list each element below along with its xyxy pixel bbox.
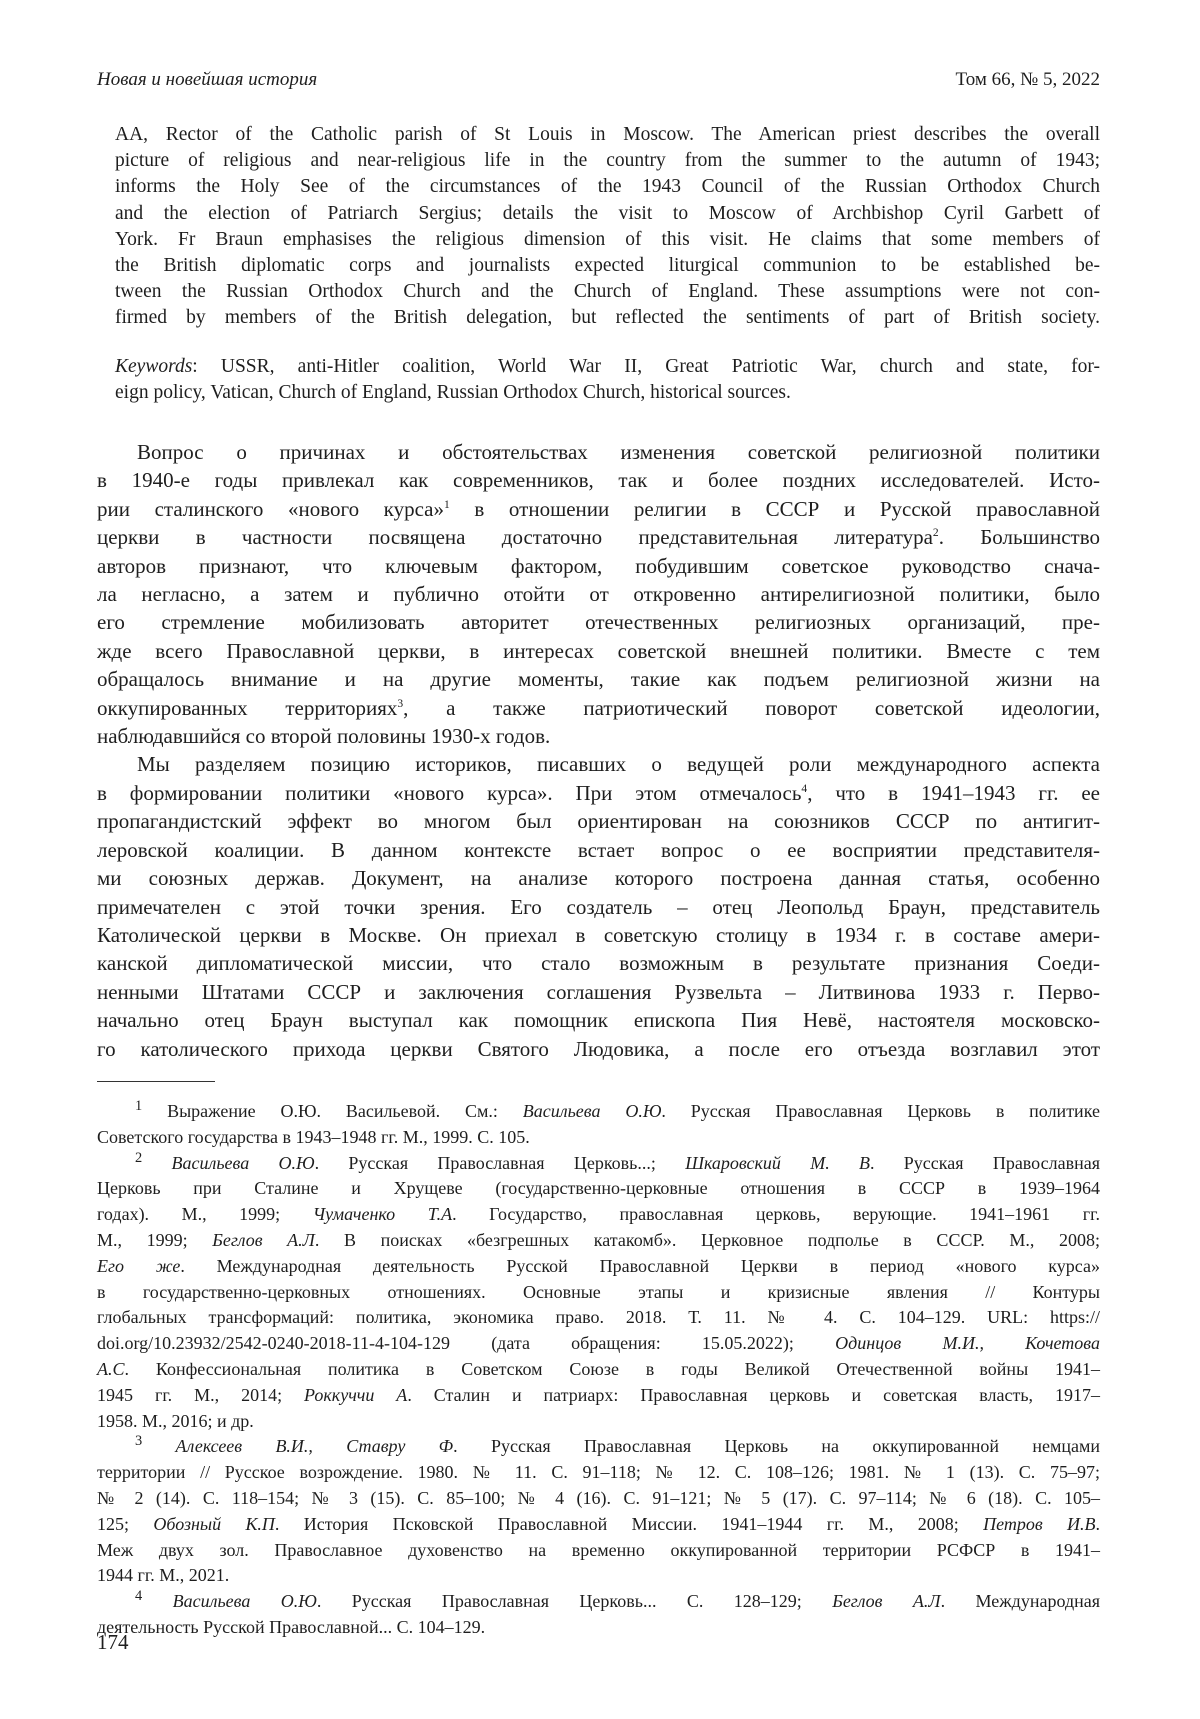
text-run: М., 1999; — [97, 1229, 213, 1250]
body-line — [97, 836, 1100, 864]
text-run: примечателен с этой точки зрения. Его создатель – отец Леопольд Браун, представитель — [97, 894, 1100, 919]
footnote-ref: 1 — [444, 498, 450, 511]
text-run: Чумаченко Т.А — [312, 1204, 453, 1225]
text-run — [142, 1153, 171, 1173]
text-run: в государственно-церковных отношениях. Основные этапы и кризисные явления // Контуры — [97, 1281, 1100, 1302]
text-run: . Русская Православная Церковь...; — [314, 1152, 686, 1173]
text-run: жде всего Православной церкви, в интересах советской внешней политики. Вместе с тем — [97, 638, 1100, 663]
text-run: 1958. М., 2016; и др. — [97, 1410, 254, 1431]
text-run: годах). М., 1999; — [97, 1204, 313, 1225]
text-run — [142, 1591, 172, 1611]
text-run: Мы разделяем позицию историков, писавших о ведущей роли международного аспекта — [137, 752, 1100, 777]
footnotes-line — [97, 1538, 1100, 1564]
text-run: Выражение О.Ю. Васильевой. См.: — [142, 1101, 523, 1121]
footnotes-line — [97, 1099, 1100, 1125]
text-run: в отношении религии в СССР и Русской православной — [449, 496, 1100, 521]
text-run: церкви в частности посвящена достаточно представительная литература — [97, 525, 933, 550]
text-run: tween the Russian Orthodox Church and the Church of England. These assumptions were not con- — [115, 281, 1100, 303]
footnotes-line — [97, 1254, 1100, 1280]
text-run: Васильева О.Ю — [171, 1152, 315, 1173]
text-run: леровской коалиции. В данном контексте встает вопрос о ее восприятии представителя- — [97, 837, 1100, 862]
text-run: . — [1095, 1513, 1101, 1534]
body-line — [97, 466, 1100, 494]
text-run: пропагандистский эффект во многом был ориентирован на союзников СССР по антигит- — [97, 809, 1100, 834]
footnote-separator — [97, 1081, 215, 1082]
body-line — [97, 921, 1100, 949]
text-run: . Русская Православная — [870, 1152, 1100, 1173]
text-run: Роккуччи А — [304, 1384, 408, 1405]
abstract — [115, 122, 1100, 332]
text-run: территории // Русское возрождение. 1980. № 11. С. 91–118; № 12. С. 108–126; 1981. № 1 (13). С. 75–97; — [97, 1462, 1100, 1483]
abstract-line — [115, 279, 1100, 305]
body-line — [97, 495, 1100, 523]
text-run: . Международная деятельность Русской Православной Церкви в период «нового курса» — [180, 1255, 1100, 1276]
text-run: picture of religious and near-religious life in the country from the summer to the autumn of 1943; — [115, 150, 1100, 172]
text-run: York. Fr Braun emphasises the religious dimension of this visit. He claims that some members of — [115, 228, 1100, 250]
text-run: Католической церкви в Москве. Он приехал в советскую столицу в 1934 г. в составе амери- — [97, 922, 1100, 947]
text-run: 125; — [97, 1513, 154, 1534]
body-line — [97, 1006, 1100, 1034]
text-run: ми союзных держав. Документ, на анализе которого построена данная статья, особенно — [97, 866, 1100, 891]
footnotes-line — [97, 1305, 1100, 1331]
text-run: the British diplomatic corps and journalists expected liturgical communion to be established be- — [115, 255, 1100, 277]
issue-info: Том 66, № 5, 2022 — [955, 69, 1100, 90]
text-run: Церковь при Сталине и Хрущеве (государственно-церковные отношения в СССР в 1939–1964 — [97, 1178, 1100, 1199]
abstract-line — [115, 148, 1100, 174]
text-run: informs the Holy See of the circumstances of the 1943 Council of the Russian Orthodox Church — [115, 176, 1100, 198]
footnotes-line — [97, 1357, 1100, 1383]
text-run: . В поисках «безгрешных катакомб». Церковное подполье в СССР. М., 2008; — [314, 1229, 1100, 1250]
text-run: наблюдавшийся со второй половины 1930-х годов. — [97, 724, 551, 749]
body-line — [97, 864, 1100, 892]
footnote-ref: 3 — [397, 697, 404, 710]
text-run: eign policy, Vatican, Church of England, Russian Orthodox Church, historical sources. — [115, 382, 791, 404]
footnotes-line — [97, 1486, 1100, 1512]
footnotes-line — [97, 1615, 1100, 1641]
text-run: AA, Rector of the Catholic parish of St Louis in Moscow. The American priest describes the overall — [115, 124, 1100, 145]
text-run: 1945 гг. М., 2014; — [97, 1384, 305, 1405]
footnotes-line — [97, 1589, 1100, 1615]
footnotes-line — [97, 1434, 1100, 1460]
body-line — [97, 637, 1100, 665]
text-run — [142, 1436, 175, 1456]
text-run: Вопрос о причинах и обстоятельствах изменения советской религиозной политики — [137, 440, 1100, 464]
text-run: . История Псковской Православной Миссии. 1941–1944 гг. М., 2008; — [274, 1513, 984, 1534]
text-run: начально отец Браун выступал как помощник епископа Пия Невё, настоятеля московско- — [97, 1008, 1100, 1033]
text-run: . Русская Православная Церковь в политике — [661, 1101, 1100, 1121]
footnotes-line — [97, 1331, 1100, 1357]
text-run: Keywords — [115, 356, 193, 377]
footnote-ref: 3 — [135, 1433, 143, 1450]
footnote-ref: 4 — [801, 782, 808, 795]
body-line — [97, 722, 1100, 750]
text-run: . Русская Православная Церковь на оккупированной немцами — [453, 1436, 1100, 1457]
footnotes-line — [97, 1460, 1100, 1486]
text-run: : USSR, anti-Hitler coalition, World War II, Great Patriotic War, church and state, for- — [192, 356, 1100, 377]
keywords-line — [115, 354, 1100, 380]
text-run: 1944 гг. М., 2021. — [97, 1565, 230, 1586]
abstract-line — [115, 227, 1100, 253]
text-run: рии сталинского «нового курса» — [97, 496, 444, 521]
text-run: обращалось внимание и на другие моменты, такие как подъем религиозной жизни на — [97, 667, 1100, 692]
text-run: . Конфессиональная политика в Советском Союзе в годы Великой Отечественной войны 1941– — [124, 1358, 1100, 1379]
footnotes-line — [97, 1228, 1100, 1254]
footnotes-line — [97, 1409, 1100, 1435]
footnote-ref: 4 — [135, 1587, 143, 1604]
footnotes — [97, 1099, 1100, 1641]
body-line — [97, 694, 1100, 722]
body-line — [97, 1035, 1100, 1063]
text-run: № 2 (14). С. 118–154; № 3 (15). С. 85–100; № 4 (16). С. 91–121; № 5 (17). С. 97–114; № 6 (18). С. 105– — [97, 1487, 1100, 1508]
text-run: канской дипломатической миссии, что стало возможным в результате признания Соеди- — [97, 951, 1100, 976]
body-line — [97, 893, 1100, 921]
text-run: , что в 1941–1943 гг. ее — [807, 780, 1100, 805]
text-run: А.С — [97, 1358, 125, 1379]
text-run: , а также патриотический поворот советской идеологии, — [403, 695, 1100, 720]
page-number: 174 — [97, 1630, 129, 1654]
body-line — [97, 438, 1100, 466]
text-run: деятельность Русской Православной... С. 104–129. — [97, 1616, 486, 1637]
text-run: . Государство, православная церковь, верующие. 1941–1961 гг. — [452, 1204, 1100, 1225]
text-run: Шкаровский М. В — [685, 1152, 870, 1173]
text-run: оккупированных территориях — [97, 695, 398, 720]
footnotes-line — [97, 1383, 1100, 1409]
text-run: Беглов А.Л — [832, 1591, 941, 1612]
text-run: Васильева О.Ю — [522, 1101, 662, 1121]
footnotes-line — [97, 1176, 1100, 1202]
text-run: . Сталин и патриарх: Православная церковь и советская власть, 1917– — [407, 1384, 1101, 1405]
text-run: Советского государства в 1943–1948 гг. М., 1999. С. 105. — [97, 1126, 530, 1147]
text-run: его стремление мобилизовать авторитет отечественных религиозных организаций, пре- — [97, 610, 1100, 635]
body-line — [97, 580, 1100, 608]
footnotes-line — [97, 1125, 1100, 1151]
text-run: Беглов А.Л — [212, 1229, 315, 1250]
footnotes-line — [97, 1202, 1100, 1228]
text-run: . Международная — [940, 1591, 1100, 1612]
body-line — [97, 608, 1100, 636]
text-run: Одинцов М.И., Кочетова — [835, 1333, 1100, 1354]
body-line — [97, 665, 1100, 693]
footnotes-line — [97, 1512, 1100, 1538]
abstract-line — [115, 122, 1100, 148]
text-run: Петров И.В — [983, 1513, 1096, 1534]
keywords-line — [115, 380, 1100, 406]
text-run: . Русская Православная Церковь... С. 128–129; — [316, 1591, 833, 1612]
text-run: Его же — [97, 1255, 181, 1276]
text-run: го католического прихода церкви Святого Людовика, а после его отъезда возглавил этот — [97, 1036, 1100, 1061]
text-run: Меж двух зол. Православное духовенство на временно оккупированной территории РСФСР в 1941– — [97, 1539, 1100, 1560]
body-line — [97, 552, 1100, 580]
text-run: . Большинство — [938, 525, 1100, 550]
text-run: глобальных трансформаций: политика, экономика право. 2018. Т. 11. № 4. С. 104–129. URL: https:// — [97, 1307, 1100, 1328]
body-text — [97, 438, 1100, 1063]
body-line — [97, 779, 1100, 807]
journal-title: Новая и новейшая история — [97, 69, 318, 90]
footnote-ref: 2 — [135, 1149, 143, 1166]
body-line — [97, 750, 1100, 778]
text-run: firmed by members of the British delegation, but reflected the sentiments of part of British society. — [115, 307, 1100, 329]
text-run: Васильева О.Ю — [172, 1591, 317, 1612]
footnote-ref: 2 — [932, 527, 939, 540]
abstract-line — [115, 253, 1100, 279]
abstract-line — [115, 174, 1100, 200]
footnotes-line — [97, 1280, 1100, 1306]
text-run: Обозный К.П — [153, 1513, 275, 1534]
footnotes-line — [97, 1151, 1100, 1177]
text-run: doi.org/10.23932/2542-0240-2018-11-4-104-129 (дата обращения: 15.05.2022); — [97, 1333, 836, 1354]
text-run: ла негласно, а затем и публично отойти от откровенно антирелигиозной политики, было — [97, 582, 1100, 607]
footnotes-line — [97, 1563, 1100, 1589]
body-line — [97, 523, 1100, 551]
body-line — [97, 807, 1100, 835]
text-run: авторов признают, что ключевым фактором, побудившим советское руководство снача- — [97, 553, 1100, 578]
body-line — [97, 978, 1100, 1006]
body-line — [97, 949, 1100, 977]
text-run: and the election of Patriarch Sergius; details the visit to Moscow of Archbishop Cyril Garbett of — [115, 202, 1100, 224]
text-run: в формировании политики «нового курса». При этом отмечалось — [97, 780, 802, 805]
text-run: Алексеев В.И., Ставру Ф — [175, 1436, 454, 1457]
text-run: ненными Штатами СССР и заключения соглашения Рузвельта – Литвинова 1933 г. Перво- — [97, 979, 1100, 1004]
footnote-ref: 1 — [135, 1097, 143, 1114]
text-run: в 1940-е годы привлекал как современников, так и более поздних исследователей. Исто- — [97, 468, 1100, 493]
keywords — [115, 354, 1100, 406]
abstract-line — [115, 305, 1100, 331]
abstract-line — [115, 201, 1100, 227]
